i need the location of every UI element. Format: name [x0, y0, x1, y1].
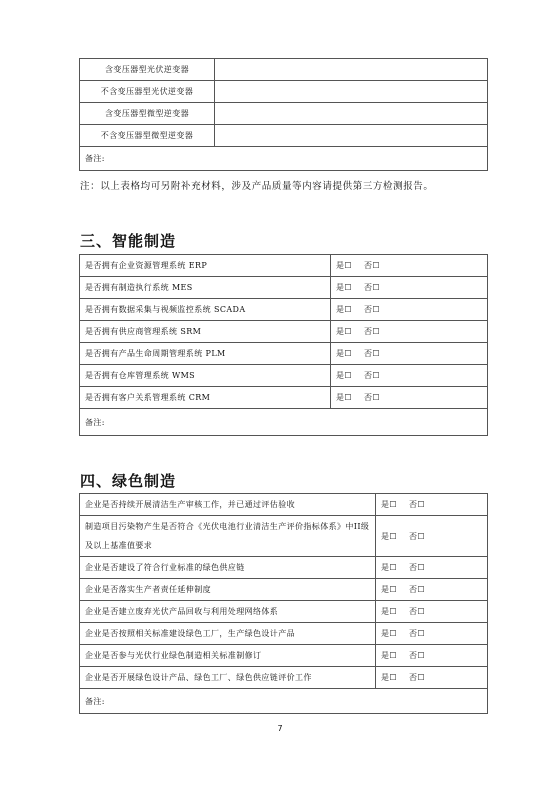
question-cell: 企业是否建立废弃光伏产品回收与利用处理网络体系 [80, 601, 376, 623]
table-row [80, 667, 488, 689]
smart-manufacturing-table [79, 254, 488, 436]
yes-checkbox[interactable]: 是☐ [381, 651, 397, 660]
yes-no-cell [376, 494, 488, 516]
section-title-smart-manufacturing: 三、智能制造 [80, 232, 177, 250]
value-cell[interactable] [215, 103, 488, 125]
inverter-table [79, 58, 488, 171]
table-row [80, 601, 488, 623]
yes-no-cell [376, 557, 488, 579]
yes-checkbox[interactable]: 是☐ [336, 327, 352, 336]
green-manufacturing-table [79, 493, 488, 714]
table-row [80, 343, 488, 365]
question-cell: 是否拥有仓库管理系统 WMS [80, 365, 331, 387]
question-cell: 企业是否建设了符合行业标准的绿色供应链 [80, 557, 376, 579]
question-cell: 制造项目污染物产生是否符合《光伏电池行业清洁生产评价指标体系》中II级及以上基准值要求 [80, 516, 376, 557]
question-cell: 是否拥有产品生命周期管理系统 PLM [80, 343, 331, 365]
note-cell[interactable]: 备注: [80, 689, 488, 714]
yes-checkbox[interactable]: 是☐ [336, 349, 352, 358]
yes-checkbox[interactable]: 是☐ [336, 393, 352, 402]
question-cell: 是否拥有数据采集与视频监控系统 SCADA [80, 299, 331, 321]
value-cell[interactable] [215, 125, 488, 147]
section-title-green-manufacturing: 四、绿色制造 [80, 472, 177, 490]
no-checkbox[interactable]: 否☐ [408, 585, 425, 594]
yes-checkbox[interactable]: 是☐ [381, 673, 397, 682]
no-checkbox[interactable]: 否☐ [408, 607, 425, 616]
yes-checkbox[interactable]: 是☐ [336, 283, 352, 292]
question-cell: 是否拥有客户关系管理系统 CRM [80, 387, 331, 409]
no-checkbox[interactable]: 否☐ [363, 305, 380, 314]
table-row [80, 125, 488, 147]
question-cell: 是否拥有企业资源管理系统 ERP [80, 255, 331, 277]
yes-no-cell [376, 645, 488, 667]
yes-no-cell [331, 321, 488, 343]
note-cell[interactable]: 备注: [80, 409, 488, 436]
yes-checkbox[interactable]: 是☐ [336, 305, 352, 314]
table-row [80, 103, 488, 125]
table-row [80, 645, 488, 667]
row-label: 含变压器型光伏逆变器 [80, 59, 215, 81]
question-cell: 企业是否开展绿色设计产品、绿色工厂、绿色供应链评价工作 [80, 667, 376, 689]
table-row [80, 494, 488, 516]
note-row [80, 147, 488, 171]
yes-no-cell [331, 343, 488, 365]
row-label: 含变压器型微型逆变器 [80, 103, 215, 125]
no-checkbox[interactable]: 否☐ [408, 629, 425, 638]
yes-no-cell [376, 623, 488, 645]
note-row [80, 689, 488, 714]
table-row [80, 579, 488, 601]
table-row [80, 365, 488, 387]
yes-checkbox[interactable]: 是☐ [381, 585, 397, 594]
no-checkbox[interactable]: 否☐ [363, 283, 380, 292]
no-checkbox[interactable]: 否☐ [363, 371, 380, 380]
no-checkbox[interactable]: 否☐ [408, 563, 425, 572]
no-checkbox[interactable]: 否☐ [363, 327, 380, 336]
yes-checkbox[interactable]: 是☐ [336, 371, 352, 380]
yes-checkbox[interactable]: 是☐ [381, 531, 397, 541]
yes-checkbox[interactable]: 是☐ [336, 261, 352, 270]
no-checkbox[interactable]: 否☐ [408, 531, 425, 541]
table-row [80, 516, 488, 557]
yes-no-cell [376, 667, 488, 689]
question-cell: 企业是否参与光伏行业绿色制造相关标准制修订 [80, 645, 376, 667]
table-row [80, 321, 488, 343]
question-cell: 企业是否按照相关标准建设绿色工厂，生产绿色设计产品 [80, 623, 376, 645]
note-cell[interactable]: 备注: [80, 147, 488, 171]
footnote: 注：以上表格均可另附补充材料，涉及产品质量等内容请提供第三方检测报告。 [80, 181, 434, 192]
yes-no-cell [376, 579, 488, 601]
table-row [80, 623, 488, 645]
yes-no-cell [376, 601, 488, 623]
no-checkbox[interactable]: 否☐ [363, 393, 380, 402]
no-checkbox[interactable]: 否☐ [363, 349, 380, 358]
yes-checkbox[interactable]: 是☐ [381, 500, 397, 509]
yes-no-cell [376, 516, 488, 557]
yes-checkbox[interactable]: 是☐ [381, 607, 397, 616]
table-row [80, 557, 488, 579]
question-cell: 是否拥有制造执行系统 MES [80, 277, 331, 299]
yes-no-cell [331, 299, 488, 321]
question-cell: 是否拥有供应商管理系统 SRM [80, 321, 331, 343]
yes-no-cell [331, 387, 488, 409]
question-cell: 企业是否持续开展清洁生产审核工作，并已通过评估验收 [80, 494, 376, 516]
row-label: 不含变压器型光伏逆变器 [80, 81, 215, 103]
page-number: 7 [277, 724, 283, 733]
yes-no-cell [331, 277, 488, 299]
no-checkbox[interactable]: 否☐ [408, 500, 425, 509]
table-row [80, 81, 488, 103]
note-row [80, 409, 488, 436]
table-row [80, 299, 488, 321]
yes-checkbox[interactable]: 是☐ [381, 629, 397, 638]
table-row [80, 59, 488, 81]
question-cell: 企业是否落实生产者责任延伸制度 [80, 579, 376, 601]
yes-no-cell [331, 255, 488, 277]
value-cell[interactable] [215, 59, 488, 81]
value-cell[interactable] [215, 81, 488, 103]
no-checkbox[interactable]: 否☐ [408, 673, 425, 682]
table-row [80, 277, 488, 299]
yes-no-cell [331, 365, 488, 387]
no-checkbox[interactable]: 否☐ [363, 261, 380, 270]
no-checkbox[interactable]: 否☐ [408, 651, 425, 660]
table-row [80, 387, 488, 409]
row-label: 不含变压器型微型逆变器 [80, 125, 215, 147]
table-row [80, 255, 488, 277]
yes-checkbox[interactable]: 是☐ [381, 563, 397, 572]
